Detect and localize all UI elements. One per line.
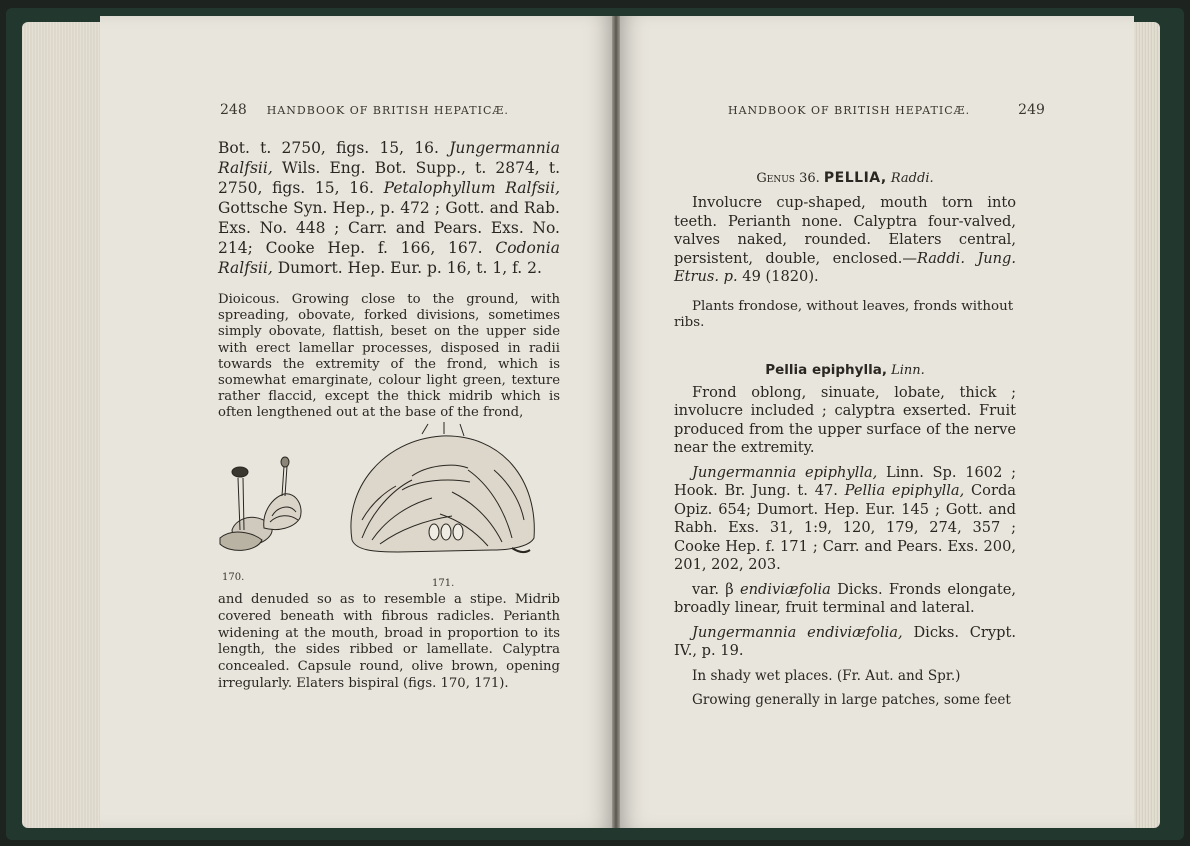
- figure-171-caption: 171.: [432, 578, 455, 589]
- figures-170-171: [212, 420, 562, 590]
- var-text-a: var. β: [692, 580, 740, 598]
- biblio-segment: Dumort. Hep. Eur. p. 16, t. 1, f. 2.: [272, 259, 542, 277]
- species-description: Frond oblong, sinuate, lobate, thick ; involucre included ; calyptra exserted. Fruit produced from the upper surface of the nerve near the extremity.: [674, 383, 1016, 456]
- species-heading: [674, 362, 1016, 378]
- biblio-paragraph: [218, 138, 560, 278]
- left-running-head: [220, 102, 509, 118]
- genus-ref-italic: Raddi. Jung. Etrus. p.: [674, 249, 1016, 285]
- left-running-title: HANDBOOK OF BRITISH HEPATICÆ.: [266, 104, 509, 117]
- figure-170-caption: 170.: [222, 572, 245, 583]
- genus-label: Genus 36.: [756, 171, 820, 186]
- biblio-segment: Jungermannia Ralfsii,: [218, 139, 560, 177]
- var-italic: endiviæfolia: [739, 580, 831, 598]
- syn1-text-a: Linn. Sp. 1602 ; Hook. Br. Jung. t. 47.: [674, 463, 1016, 499]
- biblio-segment: Wils. Eng. Bot. Supp., t. 2874, t. 2750, figs. 15, 16.: [218, 159, 560, 197]
- genus-ref-end: 49 (1820).: [737, 268, 819, 285]
- right-text-column: [674, 170, 1016, 710]
- figure-illustration: [212, 420, 562, 590]
- figure-171-drawing: [351, 422, 534, 552]
- book-gutter: [612, 16, 620, 828]
- right-running-title: HANDBOOK OF BRITISH HEPATICÆ.: [728, 104, 971, 117]
- species-name: Pellia epiphylla,: [765, 361, 887, 378]
- biblio-segment: Bot. t. 2750, figs. 15, 16.: [218, 139, 450, 157]
- syn1-italic2: Pellia epiphylla,: [844, 482, 965, 499]
- genus-name: PELLIA,: [823, 170, 887, 186]
- syn2-italic: Jungermannia endiviæfolia,: [692, 623, 903, 641]
- figure-170-drawing: [220, 457, 301, 550]
- syn2-text: Dicks. Crypt. IV., p. 19.: [674, 623, 1017, 659]
- left-text-column: [218, 138, 560, 422]
- description-continued-paragraph: and denuded so as to resemble a stipe. Midrib covered beneath with fibrous radicles. Perianth widening at the mouth, broad in proportion to its length, the sides ribbed or lamellate. Calyptra concealed. Capsule round, olive brown, opening irregularly. Elaters bispiral (figs. 170, 171).: [218, 592, 560, 691]
- synonymy-paragraph: [674, 464, 1016, 575]
- description-paragraph: Dioicous. Growing close to the ground, with spreading, obovate, forked divisions, sometimes simply obovate, flattish, beset on the upper side with erect lamellar processes, disposed in radii towards the extremity of the frond, which is somewhat emarginate, colour light green, texture rather flaccid, except the thick midrib which is often lengthened out at the base of the frond,: [218, 292, 560, 421]
- genus-description: [674, 194, 1016, 287]
- biblio-segment: Petalophyllum Ralfsii,: [383, 179, 561, 197]
- syn1-italic: Jungermannia epiphylla,: [692, 463, 878, 481]
- var-text-b: Dicks. Fronds elongate, broadly linear, fruit terminal and lateral.: [674, 580, 1016, 616]
- growth-line: Growing generally in large patches, some feet: [692, 692, 1011, 708]
- biblio-segment: Codonia Ralfsii,: [218, 239, 560, 277]
- genus-heading: [674, 170, 1016, 186]
- genus-author: Raddi.: [890, 171, 934, 186]
- variety-synonym: [674, 624, 1016, 661]
- right-page-number: 249: [1018, 102, 1045, 118]
- biblio-segment: Gottsche Syn. Hep., p. 472 ; Gott. and Rab. Exs. No. 448 ; Carr. and Pears. Exs. No. 214; Cooke Hep. f. 166, 167.: [218, 199, 560, 257]
- genus-note: Plants frondose, without leaves, fronds without ribs.: [674, 298, 1014, 330]
- syn1-text-b: Corda Opiz. 654; Dumort. Hep. Eur. 145 ; Gott. and Rabh. Exs. 31, 1:9, 120, 179, 274, 357 ; Cooke Hep. f. 171 ; Carr. and Pears. Exs. 200, 201, 202, 203.: [674, 482, 1016, 573]
- left-text-continued: [218, 592, 560, 693]
- genus-desc-text: Involucre cup-shaped, mouth torn into teeth. Perianth none. Calyptra four-valved, valves naked, rounded. Elaters central, persistent, double, enclosed.—: [674, 194, 1016, 267]
- right-running-head: [728, 102, 1045, 118]
- variety-paragraph: [674, 581, 1016, 618]
- species-author: Linn.: [891, 362, 925, 378]
- left-page-number: 248: [220, 102, 247, 118]
- habitat-line: In shady wet places. (Fr. Aut. and Spr.): [692, 667, 961, 684]
